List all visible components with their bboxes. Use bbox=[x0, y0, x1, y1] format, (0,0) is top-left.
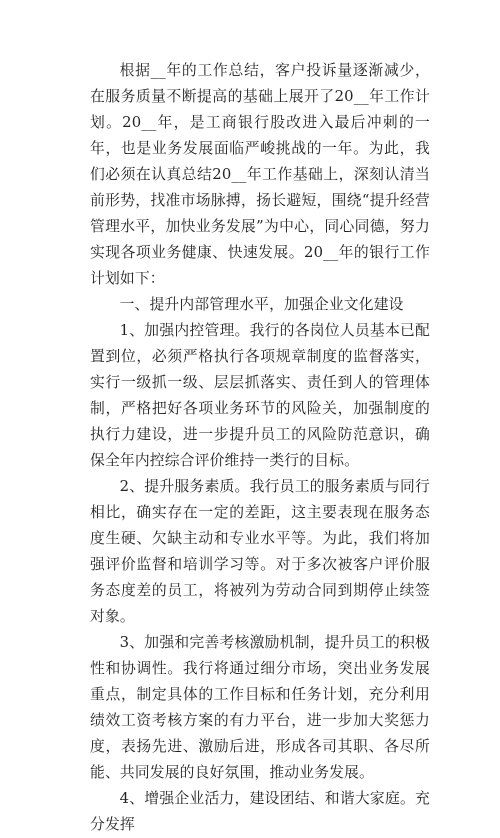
section-heading-1: 一、提升内部管理水平，加强企业文化建设 bbox=[119, 296, 404, 313]
paragraph-enterprise-vitality: 4、增强企业活力，建设团结、和谐大家庭。充分发挥 bbox=[90, 790, 430, 833]
paragraph-service-quality: 2、提升服务素质。我行员工的服务素质与同行相比，确实存在一定的差距，这主要表现在服务态度生硬、欠缺主动和专业水平等。为此，我们将加强评价监督和培训学习等。对于多次被客户评价服务态度差的员工，将被列为劳动合同到期停止续签对象。 bbox=[90, 478, 430, 625]
intro-paragraph: 根据__年的工作总结，客户投诉量逐渐减少，在服务质量不断提高的基础上展开了20__年工作计划。20__年，是工商银行股改进入最后冲刺的一年，也是业务发展面临严峻挑战的一年。为此，我们必须在认真总结20__年工作基础上，深刻认清当前形势，找准市场脉搏，扬长避短，围绕“提升经营管理水平，加快业务发展”为中心，同心同德，努力实现各项业务健康、快速发展。20__年的银行工作计划如下： bbox=[90, 62, 430, 287]
paragraph-incentive-mechanism: 3、加强和完善考核激励机制，提升员工的积极性和协调性。我行将通过细分市场，突出业务发展重点，制定具体的工作目标和任务计划，充分利用绩效工资考核方案的有力平台，进一步加大奖惩力度，表扬先进、激励后进，形成各司其职、各尽所能、共同发展的良好氛围，推动业务发展。 bbox=[90, 634, 430, 781]
document-body bbox=[90, 58, 430, 838]
paragraph-internal-control: 1、加强内控管理。我行的各岗位人员基本已配置到位，必须严格执行各项规章制度的监督落实，实行一级抓一级、层层抓落实、责任到人的管理体制，严格把好各项业务环节的风险关，加强制度的执行力建设，进一步提升员工的风险防范意识，确保全年内控综合评价维持一类行的目标。 bbox=[90, 322, 430, 469]
